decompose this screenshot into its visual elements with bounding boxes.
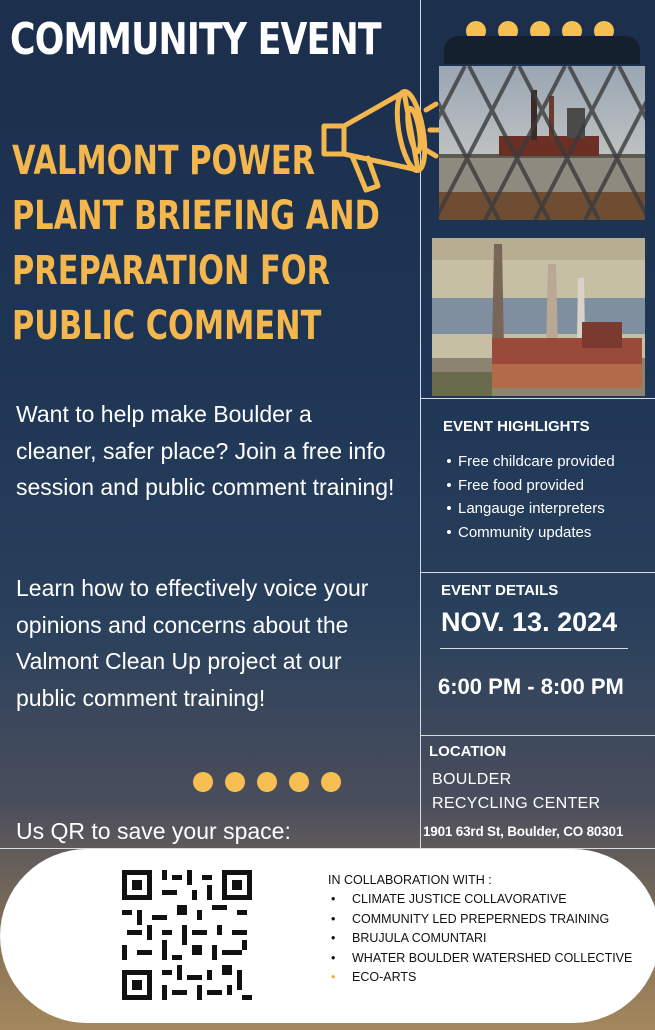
list-item: • COMMUNITY LED PREPERNEDS TRAINING xyxy=(331,910,632,930)
event-date: NOV. 13. 2024 xyxy=(441,607,618,637)
list-item: • Community updates xyxy=(440,521,615,545)
highlights-list xyxy=(440,450,615,544)
partner-list xyxy=(331,890,632,988)
headline-line: PREPARATION FOR xyxy=(12,248,330,294)
date-divider xyxy=(440,648,628,649)
decorative-bar xyxy=(444,36,640,64)
headline-line: VALMONT POWER xyxy=(12,138,316,184)
list-item: • ECO-ARTS xyxy=(331,968,632,988)
intro-paragraph: Want to help make Boulder a cleaner, safer place? Join a free info session and public comment training! xyxy=(16,401,395,500)
event-time: 6:00 PM - 8:00 PM xyxy=(438,674,624,699)
location-line: RECYCLING CENTER xyxy=(432,795,601,812)
poster-title: COMMUNITY EVENT xyxy=(10,14,381,65)
location-heading: LOCATION xyxy=(429,743,507,760)
list-item: • CLIMATE JUSTICE COLLAVORATIVE xyxy=(331,890,632,910)
divider-details xyxy=(420,572,655,573)
headline-line: PLANT BRIEFING AND xyxy=(12,193,380,239)
event-headline xyxy=(12,134,380,354)
highlights-heading: EVENT HIGHLIGHTS xyxy=(443,418,590,435)
list-item: • Free childcare provided xyxy=(440,450,615,474)
details-heading: EVENT DETAILS xyxy=(441,582,559,599)
qr-code[interactable] xyxy=(122,870,252,1000)
megaphone-icon xyxy=(318,72,442,198)
list-item: • WHATER BOULDER WATERSHED COLLECTIVE xyxy=(331,949,632,969)
divider-location xyxy=(420,735,655,736)
location-address: 1901 63rd St, Boulder, CO 80301 xyxy=(423,824,624,839)
power-plant-fence-photo xyxy=(439,66,645,220)
qr-prompt: Us QR to save your space: xyxy=(16,818,291,844)
power-plant-photo xyxy=(432,238,645,396)
divider-highlights xyxy=(420,398,655,399)
headline-line: PUBLIC COMMENT xyxy=(12,303,322,349)
decorative-dots xyxy=(193,772,341,792)
list-item: • BRUJULA COMUNTARI xyxy=(331,929,632,949)
list-item: • Langauge interpreters xyxy=(440,497,615,521)
list-item: • Free food provided xyxy=(440,474,615,498)
collaboration-heading: IN COLLABORATION WITH : xyxy=(328,873,492,887)
training-paragraph: Learn how to effectively voice your opinions and concerns about the Valmont Clean Up project at our public comment training! xyxy=(16,575,369,711)
location-line: BOULDER xyxy=(432,771,512,788)
